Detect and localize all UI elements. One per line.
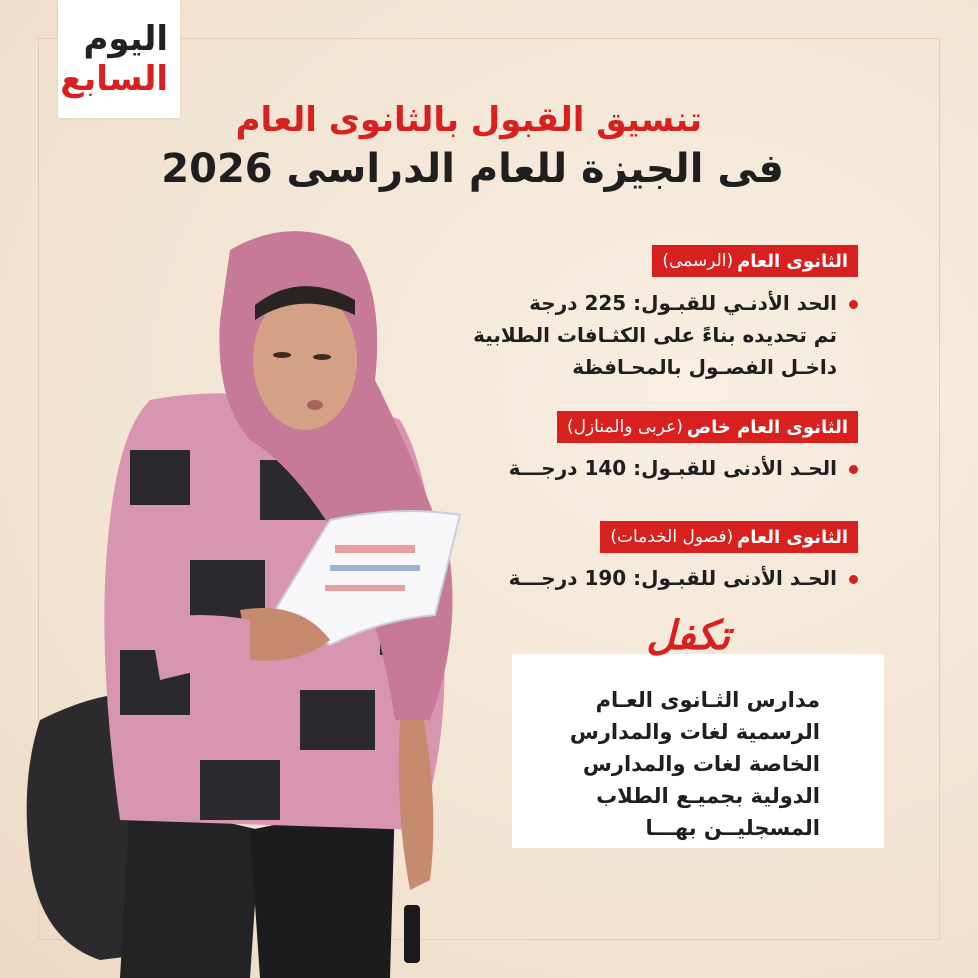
bullet-dot xyxy=(849,465,858,474)
section-1-line-1: الحد الأدنـي للقبـول: 225 درجة xyxy=(529,291,837,315)
note-line-4: الدولية بجميـع الطلاب xyxy=(596,784,820,808)
section-1-bullet xyxy=(473,287,858,383)
section-1-tag-sub: (الرسمى) xyxy=(662,251,734,271)
note-line-5: المسجليــن بهـــا xyxy=(645,816,820,840)
student-photo xyxy=(0,210,520,978)
logo-line-1: اليوم xyxy=(83,19,168,59)
note-line-3: الخاصة لغات والمدارس xyxy=(582,752,820,776)
logo-line-2: السابع xyxy=(60,59,168,99)
section-3-tag-sub: (فصول الخدمات) xyxy=(610,527,734,547)
section-3-line-1: الحـد الأدنى للقبـول: 190 درجـــة xyxy=(508,566,837,590)
section-1-line-3: داخـل الفصـول بالمحـافظة xyxy=(572,355,837,379)
section-2-tag xyxy=(557,411,858,443)
note-line-1: مدارس الثـانوى العـام xyxy=(595,688,820,712)
title-line-1: تنسيق القبول بالثانوى العام xyxy=(235,100,702,140)
section-3-tag-main: الثانوى العام xyxy=(737,526,848,548)
note-heading: تكفل xyxy=(646,612,730,659)
brand-logo xyxy=(58,0,180,118)
section-1-tag xyxy=(652,245,858,277)
bullet-dot xyxy=(849,575,858,584)
note-line-2: الرسمية لغات والمدارس xyxy=(569,720,820,744)
section-2-line-1: الحـد الأدنى للقبـول: 140 درجـــة xyxy=(508,456,837,480)
section-2-tag-sub: (عربى والمنازل) xyxy=(566,417,683,437)
section-2-bullet xyxy=(509,452,858,484)
section-1-line-2: تم تحديده بناءً على الكثـافات الطلابية xyxy=(473,323,837,347)
note-text xyxy=(570,684,820,844)
title-line-2: فى الجيزة للعام الدراسى 2026 xyxy=(161,146,784,192)
bullet-dot xyxy=(849,300,858,309)
section-2-tag-main: الثانوى العام خاص xyxy=(686,416,848,438)
section-3-bullet xyxy=(509,562,858,594)
section-1-tag-main: الثانوى العام xyxy=(737,250,848,272)
section-3-tag xyxy=(600,521,858,553)
